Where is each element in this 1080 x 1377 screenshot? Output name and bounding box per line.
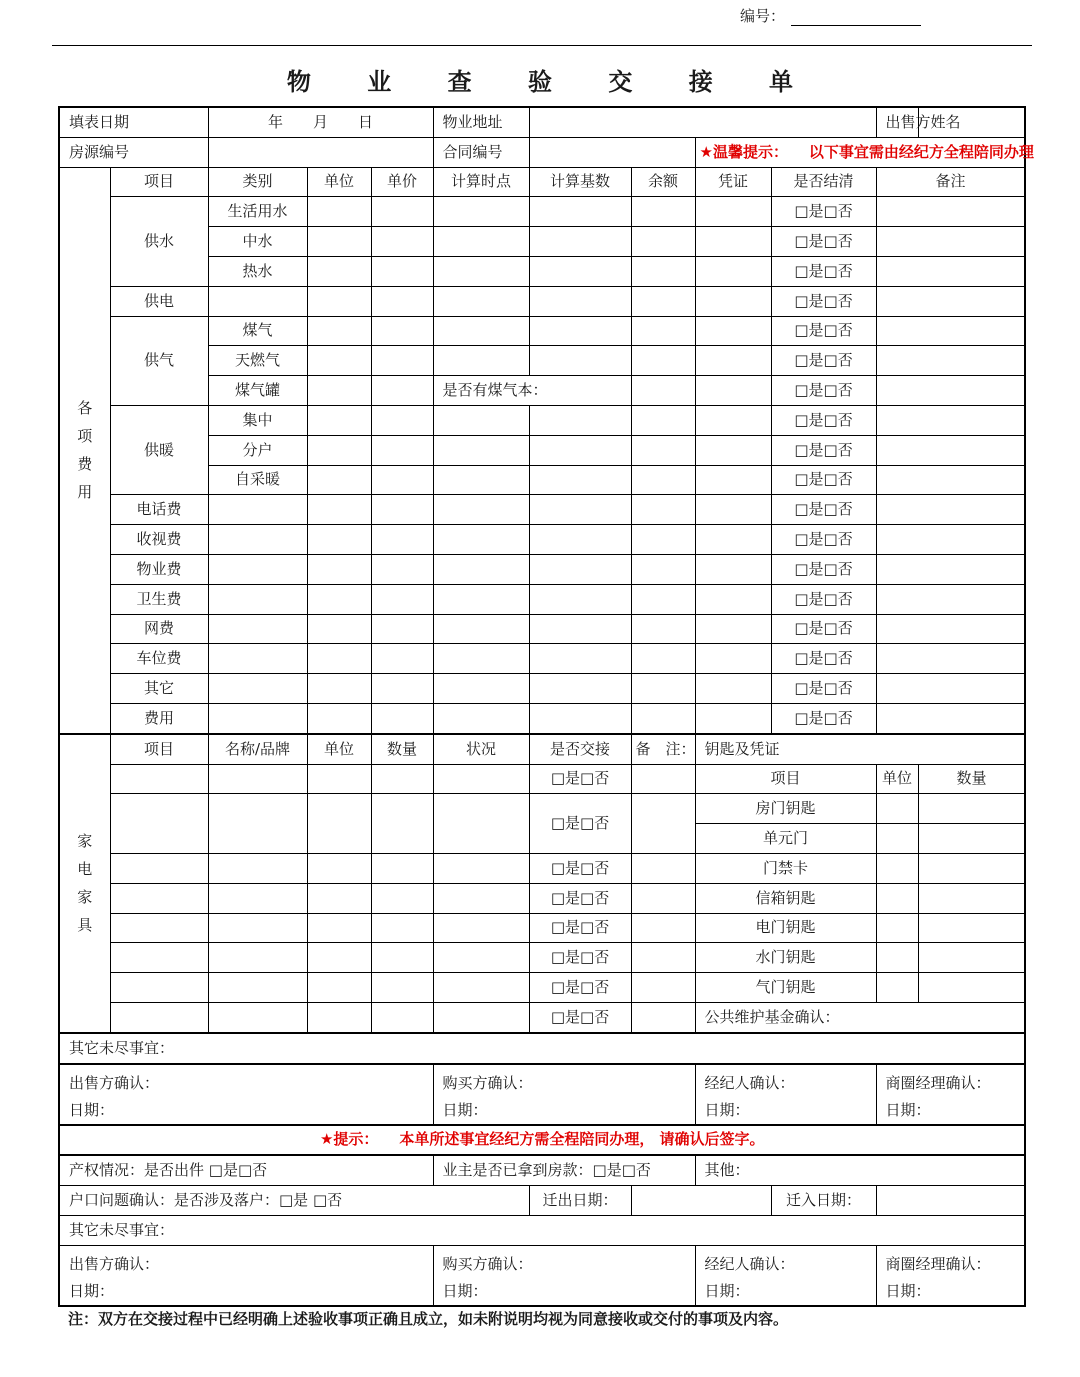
manager-confirm-2[interactable]: 商圈经理确认： 日期： <box>876 1245 1025 1306</box>
settled-checkbox[interactable]: □是□否 <box>771 197 876 227</box>
tip2-text: 本单所述事宜经纪方需全程陪同办理， 请确认后签字。 <box>399 1130 765 1149</box>
fee-remark[interactable] <box>876 316 1025 346</box>
app-col-handover: 是否交接 <box>529 734 631 764</box>
settled-checkbox[interactable]: □是□否 <box>771 376 876 406</box>
serial-number <box>740 5 921 26</box>
key-item: 气门钥匙 <box>695 973 876 1003</box>
tip2-label: ★提示： <box>319 1130 379 1149</box>
fee-col-voucher: 凭证 <box>695 167 771 197</box>
key-item: 电门钥匙 <box>695 913 876 943</box>
key-item: 单元门 <box>695 824 876 854</box>
fee-group-power: 供电 <box>110 286 208 316</box>
inspection-form <box>58 106 1034 1307</box>
address-label: 物业地址 <box>433 107 529 137</box>
settled-checkbox[interactable]: □是□否 <box>771 256 876 286</box>
app-col-unit: 单位 <box>307 734 371 764</box>
fee-type: 热水 <box>208 256 307 286</box>
fee-type: 中水 <box>208 227 307 257</box>
buyer-confirm-2[interactable]: 购买方确认： 日期： <box>433 1245 695 1306</box>
agent-confirm[interactable]: 经纪人确认： 日期： <box>695 1064 876 1125</box>
owner-payment-field[interactable]: 业主是否已拿到房款：□是□否 <box>433 1155 695 1185</box>
fee-remark[interactable] <box>876 674 1025 704</box>
handover-checkbox[interactable]: □是□否 <box>529 794 631 854</box>
fee-group-water: 供水 <box>110 197 208 286</box>
other-matters-field-2[interactable]: 其它未尽事宜： <box>59 1215 1025 1245</box>
fee-col-type: 类别 <box>208 167 307 197</box>
app-col-brand: 名称/品牌 <box>208 734 307 764</box>
fee-remark[interactable] <box>876 286 1025 316</box>
settled-checkbox[interactable]: □是□否 <box>771 286 876 316</box>
seller-name-label: 出售方姓名 <box>876 107 918 137</box>
fee-remark[interactable] <box>876 376 1025 406</box>
other-field[interactable]: 其他： <box>695 1155 1025 1185</box>
fee-remark[interactable] <box>876 703 1025 733</box>
handover-checkbox[interactable]: □是□否 <box>529 913 631 943</box>
keys-col-item: 项目 <box>695 764 876 794</box>
address-field[interactable] <box>529 107 876 137</box>
handover-checkbox[interactable]: □是□否 <box>529 764 631 794</box>
fee-col-item: 项目 <box>110 167 208 197</box>
fee-col-time: 计算时点 <box>433 167 529 197</box>
move-out-field[interactable] <box>631 1186 771 1216</box>
handover-checkbox[interactable]: □是□否 <box>529 973 631 1003</box>
settled-checkbox[interactable]: □是□否 <box>771 405 876 435</box>
fee-remark[interactable] <box>876 405 1025 435</box>
contract-no-label: 合同编号 <box>433 137 529 167</box>
fee-remark[interactable] <box>876 197 1025 227</box>
warm-tip <box>695 137 1034 167</box>
fee-type: 煤气 <box>208 316 307 346</box>
keys-col-unit: 单位 <box>876 764 918 794</box>
fee-type: 分户 <box>208 435 307 465</box>
header-divider <box>52 45 1032 46</box>
contract-no-field[interactable] <box>529 137 695 167</box>
fee-col-unit: 单位 <box>307 167 371 197</box>
fee-type: 自采暖 <box>208 465 307 495</box>
fee-col-price: 单价 <box>371 167 433 197</box>
move-out-label: 迁出日期： <box>529 1186 631 1216</box>
fees-section-label: 各 项 费 用 <box>59 167 110 734</box>
agent-confirm-2[interactable]: 经纪人确认： 日期： <box>695 1245 876 1306</box>
fee-remark[interactable] <box>876 465 1025 495</box>
fee-group-gas: 供气 <box>110 316 208 405</box>
fee-col-base: 计算基数 <box>529 167 631 197</box>
fee-remark[interactable] <box>876 495 1025 525</box>
move-in-label: 迁入日期： <box>771 1186 876 1216</box>
handover-checkbox[interactable]: □是□否 <box>529 853 631 883</box>
app-col-qty: 数量 <box>371 734 433 764</box>
settled-checkbox[interactable]: □是□否 <box>771 674 876 704</box>
fee-remark[interactable] <box>876 256 1025 286</box>
settled-checkbox[interactable]: □是□否 <box>771 435 876 465</box>
fee-remark[interactable] <box>876 346 1025 376</box>
appliances-section-label: 家 电 家 具 <box>59 734 110 1033</box>
fee-col-settled: 是否结清 <box>771 167 876 197</box>
fee-item: 电话费 <box>110 495 208 525</box>
fee-group-heating: 供暖 <box>110 405 208 494</box>
page-title: 物 业 查 验 交 接 单 <box>286 67 818 96</box>
fee-type: 煤气罐 <box>208 376 307 406</box>
app-col-status: 状况 <box>433 734 529 764</box>
key-item: 信箱钥匙 <box>695 883 876 913</box>
key-item: 房门钥匙 <box>695 794 876 824</box>
fill-date-field[interactable]: 年 月 日 <box>208 107 433 137</box>
fee-type: 生活用水 <box>208 197 307 227</box>
fee-remark[interactable] <box>876 227 1025 257</box>
seller-confirm-2[interactable]: 出售方确认： 日期： <box>59 1245 433 1306</box>
settled-checkbox[interactable]: □是□否 <box>771 554 876 584</box>
fill-date-label: 填表日期 <box>59 107 208 137</box>
tip-text: 以下事宜需由经纪方全程陪同办理 <box>808 142 1034 161</box>
settled-checkbox[interactable]: □是□否 <box>771 584 876 614</box>
settled-checkbox[interactable]: □是□否 <box>771 316 876 346</box>
footer-note: 注：双方在交接过程中已经明确上述验收事项正确且成立，如未附说明均视为同意接收或交付的事项及内容。 <box>68 1310 789 1328</box>
fee-item: 车位费 <box>110 644 208 674</box>
handover-checkbox[interactable]: □是□否 <box>529 943 631 973</box>
settled-checkbox[interactable]: □是□否 <box>771 614 876 644</box>
handover-checkbox[interactable]: □是□否 <box>529 1002 631 1032</box>
fee-item: 收视费 <box>110 525 208 555</box>
settled-checkbox[interactable]: □是□否 <box>771 227 876 257</box>
signing-tip <box>59 1125 1025 1156</box>
maintenance-fund-field[interactable]: 公共维护基金确认： <box>695 1002 1025 1032</box>
app-col-remark: 备 注： <box>631 734 695 764</box>
app-col-item: 项目 <box>110 734 208 764</box>
settled-checkbox[interactable]: □是□否 <box>771 644 876 674</box>
source-no-field[interactable] <box>208 137 433 167</box>
fee-item: 卫生费 <box>110 584 208 614</box>
settled-checkbox[interactable]: □是□否 <box>771 346 876 376</box>
manager-confirm[interactable]: 商圈经理确认： 日期： <box>876 1064 1025 1125</box>
fee-item: 物业费 <box>110 554 208 584</box>
fee-type: 天燃气 <box>208 346 307 376</box>
fee-remark[interactable] <box>876 614 1025 644</box>
gas-book-field[interactable]: 是否有煤气本： <box>433 376 631 406</box>
move-in-field[interactable] <box>876 1186 1025 1216</box>
buyer-confirm[interactable]: 购买方确认： 日期： <box>433 1064 695 1125</box>
settled-checkbox[interactable]: □是□否 <box>771 525 876 555</box>
tip-label: ★温馨提示： <box>699 142 788 161</box>
settled-checkbox[interactable]: □是□否 <box>771 495 876 525</box>
settled-checkbox[interactable]: □是□否 <box>771 703 876 733</box>
key-item: 水门钥匙 <box>695 943 876 973</box>
fee-item-other-2: 费用 <box>110 703 208 733</box>
fee-type: 集中 <box>208 405 307 435</box>
seller-confirm[interactable]: 出售方确认： 日期： <box>59 1064 433 1125</box>
fee-item: 网费 <box>110 614 208 644</box>
key-item: 门禁卡 <box>695 853 876 883</box>
serial-input-line[interactable] <box>791 10 921 26</box>
settled-checkbox[interactable]: □是□否 <box>771 465 876 495</box>
hukou-field[interactable]: 户口问题确认：是否涉及落户：□是 □否 <box>59 1186 529 1216</box>
keys-title: 钥匙及凭证 <box>695 734 1025 764</box>
fee-item-other: 其它 <box>110 674 208 704</box>
property-status-field[interactable]: 产权情况：是否出件 □是□否 <box>59 1155 433 1185</box>
fee-remark[interactable] <box>876 554 1025 584</box>
keys-col-qty: 数量 <box>918 764 1025 794</box>
handover-checkbox[interactable]: □是□否 <box>529 883 631 913</box>
source-no-label: 房源编号 <box>59 137 208 167</box>
serial-label: 编号： <box>740 7 786 25</box>
fee-remark[interactable] <box>876 584 1025 614</box>
other-matters-field[interactable]: 其它未尽事宜： <box>59 1033 1025 1064</box>
fee-remark[interactable] <box>876 525 1025 555</box>
fee-col-balance: 余额 <box>631 167 695 197</box>
fee-remark[interactable] <box>876 644 1025 674</box>
fee-col-remark: 备注 <box>876 167 1025 197</box>
fee-remark[interactable] <box>876 435 1025 465</box>
